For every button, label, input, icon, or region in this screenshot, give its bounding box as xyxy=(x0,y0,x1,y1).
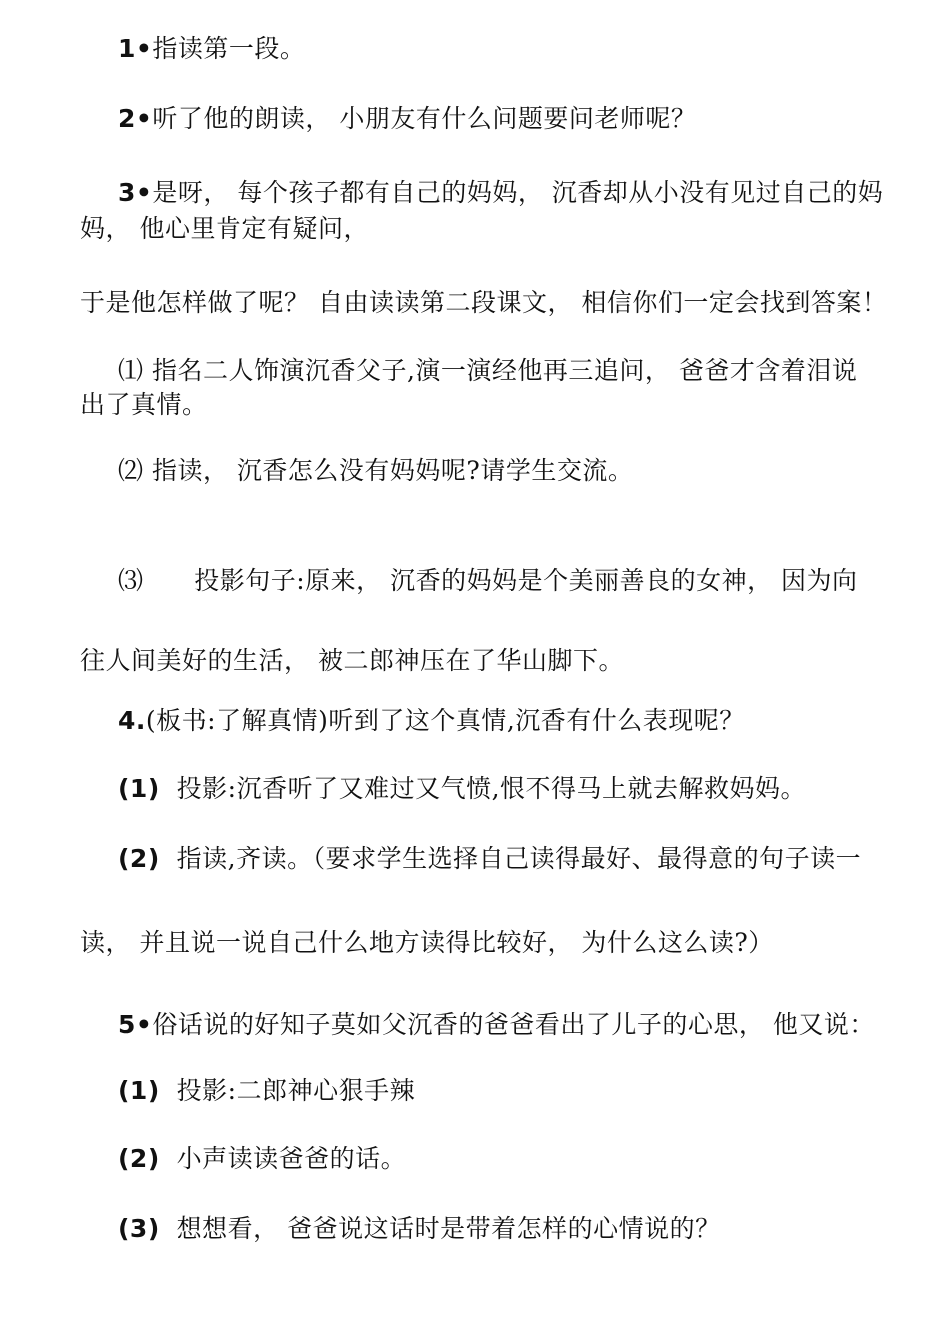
sub-item-5-3 xyxy=(118,1212,721,1246)
paragraph-1 xyxy=(118,32,305,66)
item-text: 出了真情。 xyxy=(80,390,208,419)
paragraph-4 xyxy=(118,704,745,738)
item-number: ⑵ xyxy=(118,456,144,485)
paragraph-3-line-2 xyxy=(80,212,369,246)
item-text: 指读第一段。 xyxy=(152,34,306,63)
item-text: 小声读读爸爸的话。 xyxy=(159,1144,407,1173)
item-number: 2• xyxy=(118,104,153,133)
item-text: 指读,齐读。（要求学生选择自己读得最好、最得意的句子读一 xyxy=(159,844,862,873)
item-text: 指读， 沉香怎么没有妈妈呢?请学生交流。 xyxy=(143,456,634,485)
paragraph-3-line-1 xyxy=(118,176,883,210)
item-text: 读， 并且说一说自己什么地方读得比较好， 为什么这么读?） xyxy=(80,928,774,957)
paragraph-5 xyxy=(118,1008,875,1042)
item-text: 投影:二郎神心狠手辣 xyxy=(159,1076,416,1105)
item-number: (1) xyxy=(118,1076,160,1105)
item-number: (2) xyxy=(118,844,160,873)
item-text: 想想看， 爸爸说这话时是带着怎样的心情说的？ xyxy=(159,1214,721,1243)
sub-item-3-line-1 xyxy=(118,564,858,598)
sub-item-5-2 xyxy=(118,1142,406,1176)
sub-item-4-1 xyxy=(118,772,806,806)
sub-item-4-2-line-1 xyxy=(118,842,861,876)
item-text: (板书:了解真情)听到了这个真情,沉香有什么表现呢？ xyxy=(145,706,745,735)
item-number: ⑴ xyxy=(118,356,144,385)
item-text: 往人间美好的生活， 被二郎神压在了华山脚下。 xyxy=(80,646,624,675)
sub-item-5-1 xyxy=(118,1074,415,1108)
sub-item-1-line-1 xyxy=(118,354,857,388)
sub-item-3-line-2 xyxy=(80,644,624,678)
sub-item-2 xyxy=(118,454,633,488)
item-text: 于是他怎样做了呢？ 自由读读第二段课文， 相信你们一定会找到答案！ xyxy=(80,288,888,317)
item-text: 投影:沉香听了又难过又气愤,恨不得马上就去解救妈妈。 xyxy=(159,774,807,803)
item-number: (2) xyxy=(118,1144,160,1173)
sub-item-1-line-2 xyxy=(80,388,208,422)
item-text: 投影句子:原来， 沉香的妈妈是个美丽善良的女神， 因为向 xyxy=(143,566,858,595)
item-number: 1• xyxy=(118,34,153,63)
item-text: 妈， 他心里肯定有疑问， xyxy=(80,214,369,243)
item-text: 俗话说的好知子莫如父沉香的爸爸看出了儿子的心思， 他又说： xyxy=(152,1010,875,1039)
item-number: 3• xyxy=(118,178,153,207)
sub-item-4-2-line-2 xyxy=(80,926,774,960)
item-number: ⑶ xyxy=(118,566,144,595)
item-number: (3) xyxy=(118,1214,160,1243)
item-text: 是呀， 每个孩子都有自己的妈妈， 沉香却从小没有见过自己的妈 xyxy=(152,178,884,207)
item-text: 听了他的朗读， 小朋友有什么问题要问老师呢？ xyxy=(152,104,697,133)
item-number: (1) xyxy=(118,774,160,803)
item-number: 5• xyxy=(118,1010,153,1039)
item-text: 指名二人饰演沉香父子,演一演经他再三追问， 爸爸才含着泪说 xyxy=(143,356,858,385)
paragraph-3-line-3 xyxy=(80,286,887,320)
item-number: 4. xyxy=(118,706,146,735)
paragraph-2 xyxy=(118,102,696,136)
